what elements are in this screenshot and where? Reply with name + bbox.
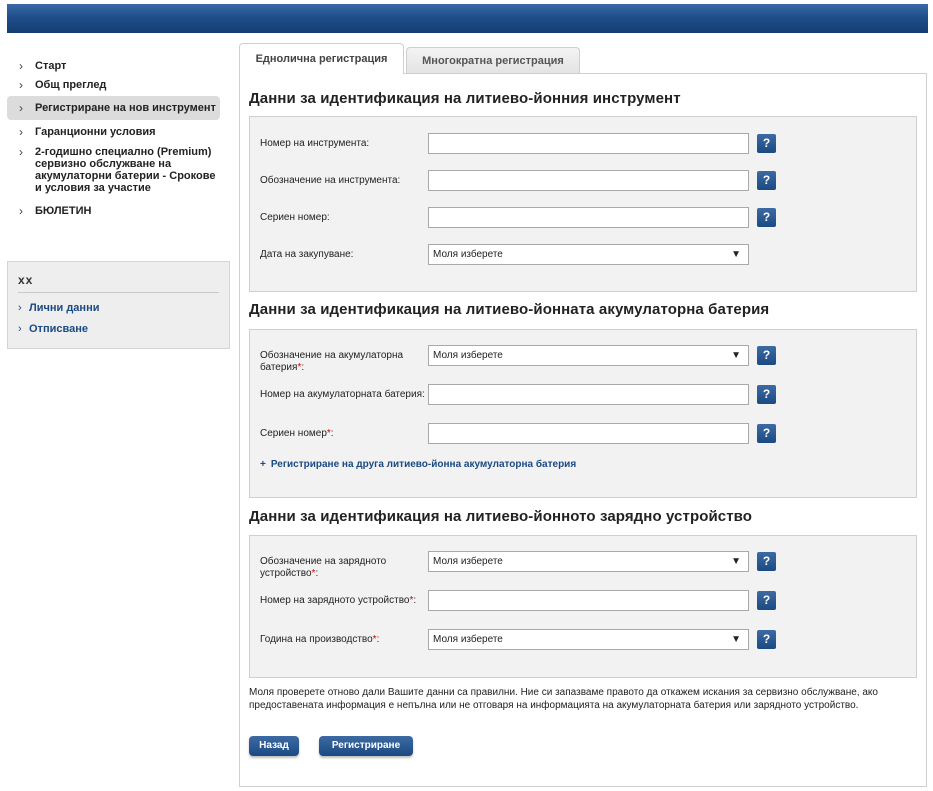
tool-serial-label: Сериен номер: (260, 212, 330, 223)
nav-item-label: 2-годишно специално (Premium) сервизно обслужване на акумулаторни батерии - Срокове и условия за участие (35, 146, 216, 194)
sidebar-nav (7, 56, 220, 220)
dropdown-arrow-icon: ▼ (731, 249, 741, 260)
chevron-right-icon: › (19, 145, 23, 159)
tool-designation-input[interactable] (428, 170, 749, 191)
help-icon[interactable]: ? (757, 385, 776, 404)
charger-number-input[interactable] (428, 590, 749, 611)
chevron-right-icon: › (18, 323, 22, 335)
charger-year-select[interactable] (428, 629, 749, 650)
purchase-date-label: Дата на закупуване: (260, 249, 354, 260)
select-value: Моля изберете (433, 556, 503, 567)
help-icon[interactable]: ? (757, 630, 776, 649)
nav-item-label: Общ преглед (35, 79, 107, 91)
charger-number-label: Номер на зарядното устройство*: (260, 595, 417, 606)
tool-designation-label: Обозначение на инструмента: (260, 175, 401, 186)
plus-icon: + (260, 459, 266, 470)
tool-number-label: Номер на инструмента: (260, 138, 370, 149)
battery-number-input[interactable] (428, 384, 749, 405)
nav-item-label: Гаранционни условия (35, 126, 156, 138)
tool-number-input[interactable] (428, 133, 749, 154)
help-icon[interactable]: ? (757, 208, 776, 227)
select-value: Моля изберете (433, 634, 503, 645)
chevron-right-icon: › (18, 302, 22, 314)
battery-designation-select[interactable] (428, 345, 749, 366)
section-title-battery: Данни за идентификация на литиево-йонната акумулаторна батерия (249, 301, 770, 318)
nav-item-start[interactable] (7, 56, 220, 75)
battery-designation-label: Обозначение на акумулаторна батерия*: (260, 350, 404, 373)
help-icon[interactable]: ? (757, 591, 776, 610)
charger-designation-select[interactable] (428, 551, 749, 572)
register-button[interactable]: Регистриране (319, 736, 413, 756)
help-icon[interactable]: ? (757, 171, 776, 190)
logout-link[interactable] (18, 323, 229, 335)
help-icon[interactable]: ? (757, 346, 776, 365)
dropdown-arrow-icon: ▼ (731, 556, 741, 567)
section-title-tool: Данни за идентификация на литиево-йонния инструмент (249, 90, 681, 107)
disclaimer-note: Моля проверете отново дали Вашите данни са правилни. Ние си запазваме правото да откажем искания за сервизно обслужване, ако предоставената информация е непълна или не отговаря на информацията на акумулаторната батерия или зарядното устройство. (249, 687, 878, 711)
personal-data-link[interactable] (18, 302, 229, 314)
nav-item-newsletter[interactable] (7, 201, 220, 220)
charger-designation-label: Обозначение на зарядното устройство*: (260, 556, 387, 579)
dropdown-arrow-icon: ▼ (731, 634, 741, 645)
add-battery-label: Регистриране на друга литиево-йонна акумулаторна батерия (270, 459, 577, 470)
nav-item-register-tool[interactable] (7, 96, 220, 120)
link-label: Лични данни (29, 302, 100, 314)
nav-item-premium-service[interactable] (7, 141, 220, 197)
charger-year-label: Година на производство*: (260, 634, 380, 645)
nav-item-label: БЮЛЕТИН (35, 205, 92, 217)
tool-serial-input[interactable] (428, 207, 749, 228)
user-box (7, 261, 230, 349)
nav-item-overview[interactable] (7, 75, 220, 94)
header-bar (7, 4, 928, 33)
nav-item-label: Старт (35, 60, 67, 72)
user-name: xx (18, 273, 219, 293)
section-title-charger: Данни за идентификация на литиево-йонното зарядно устройство (249, 508, 753, 525)
nav-item-warranty[interactable] (7, 122, 220, 141)
chevron-right-icon: › (19, 78, 23, 92)
back-button[interactable]: Назад (249, 736, 299, 756)
battery-serial-label: Сериен номер*: (260, 428, 334, 439)
link-label: Отписване (29, 323, 88, 335)
nav-item-label: Регистриране на нов инструмент (35, 102, 216, 114)
chevron-right-icon: › (19, 204, 23, 218)
tab-multiple-registration[interactable]: Многократна регистрация (406, 47, 580, 74)
chevron-right-icon: › (19, 101, 23, 115)
chevron-right-icon: › (19, 125, 23, 139)
battery-number-label: Номер на акумулаторната батерия: (260, 389, 425, 400)
battery-serial-input[interactable] (428, 423, 749, 444)
help-icon[interactable]: ? (757, 552, 776, 571)
select-value: Моля изберете (433, 350, 503, 361)
help-icon[interactable]: ? (757, 424, 776, 443)
chevron-right-icon: › (19, 59, 23, 73)
purchase-date-select[interactable] (428, 244, 749, 265)
tab-single-registration[interactable]: Еднолична регистрация (239, 43, 404, 74)
dropdown-arrow-icon: ▼ (731, 350, 741, 361)
add-battery-link[interactable] (260, 459, 576, 470)
help-icon[interactable]: ? (757, 134, 776, 153)
select-value: Моля изберете (433, 249, 503, 260)
